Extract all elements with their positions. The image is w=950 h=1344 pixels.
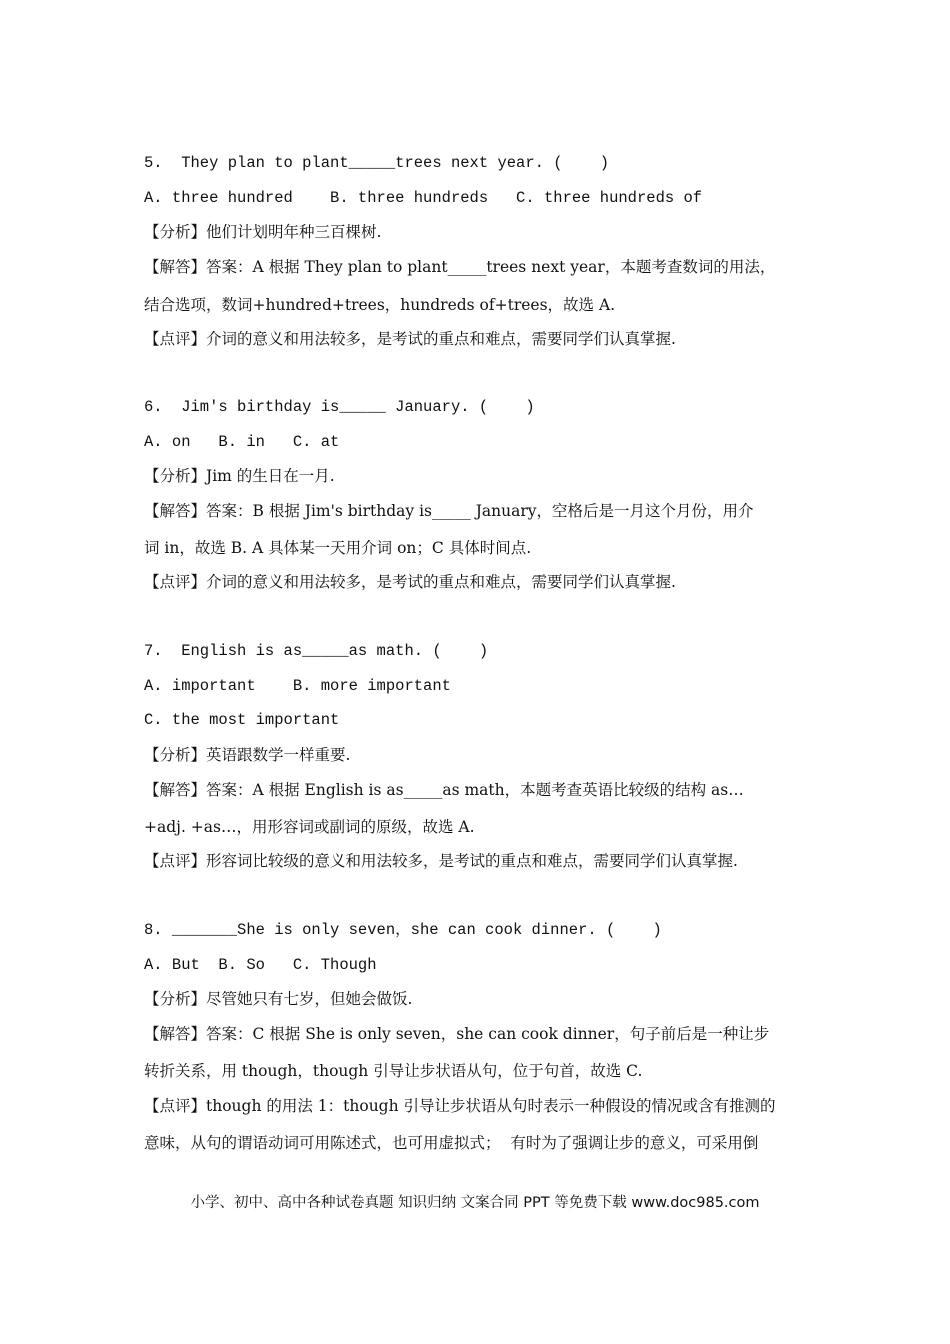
q5-stem: 5. They plan to plant_____trees next year. ( ) bbox=[144, 154, 610, 172]
q5-answer-line2: 结合选项，数词+hundred+trees，hundreds of+trees，故选 A. bbox=[144, 296, 616, 314]
q6-options: A. on B. in C. at bbox=[144, 433, 340, 451]
q7-analysis: 【分析】英语跟数学一样重要. bbox=[144, 746, 351, 764]
q6-answer-line2: 词 in，故选 B. A 具体某一天用介词 on；C 具体时间点. bbox=[144, 539, 532, 557]
q8-analysis: 【分析】尽管她只有七岁，但她会做饭. bbox=[144, 990, 413, 1008]
q8-answer-line1: 【解答】答案：C 根据 She is only seven，she can cook dinner，句子前后是一种让步 bbox=[144, 1025, 770, 1043]
q8-answer-line2: 转折关系，用 though，though 引导让步状语从句，位于句首，故选 C. bbox=[144, 1062, 643, 1080]
q5-comment: 【点评】介词的意义和用法较多，是考试的重点和难点，需要同学们认真掌握. bbox=[144, 330, 676, 348]
q6-analysis: 【分析】Jim 的生日在一月. bbox=[144, 467, 335, 485]
q5-analysis: 【分析】他们计划明年种三百棵树. bbox=[144, 223, 382, 241]
q7-stem: 7. English is as_____as math. ( ) bbox=[144, 642, 489, 660]
q7-answer-line1: 【解答】答案：A 根据 English is as_____as math，本题考查英语比较级的结构 as… bbox=[144, 781, 744, 799]
q7-options-line2: C. the most important bbox=[144, 711, 340, 729]
q6-stem: 6. Jim's birthday is_____ January. ( ) bbox=[144, 398, 535, 416]
q6-comment: 【点评】介词的意义和用法较多，是考试的重点和难点，需要同学们认真掌握. bbox=[144, 573, 676, 591]
q5-options: A. three hundred B. three hundreds C. three hundreds of bbox=[144, 189, 703, 207]
q6-answer-line1: 【解答】答案：B 根据 Jim's birthday is_____ January，空格后是一月这个月份，用介 bbox=[144, 502, 754, 520]
q7-comment: 【点评】形容词比较级的意义和用法较多，是考试的重点和难点，需要同学们认真掌握. bbox=[144, 852, 738, 870]
q8-comment-line2: 意味，从句的谓语动词可用陈述式，也可用虚拟式； 有时为了强调让步的意义，可采用倒 bbox=[144, 1134, 759, 1152]
q8-comment-line1: 【点评】though 的用法 1：though 引导让步状语从句时表示一种假设的情况或含有推测的 bbox=[144, 1097, 776, 1115]
q8-stem: 8. _______She is only seven，she can cook dinner. ( ) bbox=[144, 921, 662, 939]
page-footer: 小学、初中、高中各种试卷真题 知识归纳 文案合同 PPT 等免费下载 www.doc985.com bbox=[190, 1195, 760, 1211]
q7-answer-line2: +adj. +as…，用形容词或副词的原级，故选 A. bbox=[144, 818, 475, 836]
q8-options: A. But B. So C. Though bbox=[144, 956, 377, 974]
q5-answer-line1: 【解答】答案：A 根据 They plan to plant_____trees next year，本题考查数词的用法， bbox=[144, 258, 776, 276]
q7-options: A. important B. more important bbox=[144, 677, 451, 695]
